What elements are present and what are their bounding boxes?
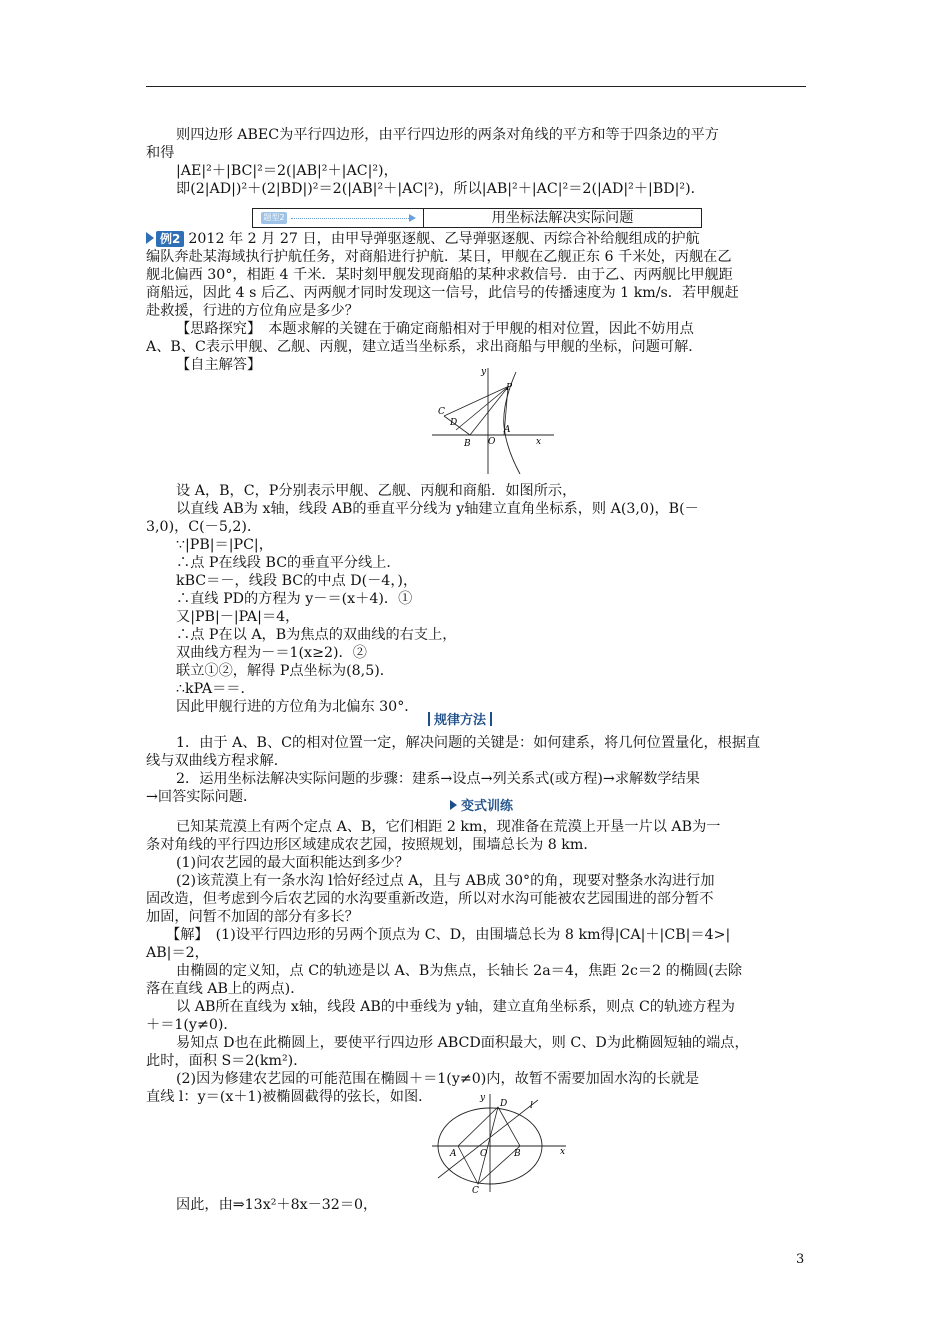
text-line: AB|＝2， (146, 945, 209, 961)
arrow-head-icon (409, 214, 416, 222)
label-P: P (506, 383, 513, 393)
text-line: 已知某荒漠上有两个定点 A、B，它们相距 2 km，现准备在荒漠上开垦一片以 AB为一 (176, 819, 721, 835)
label-y: y (480, 1093, 486, 1103)
triangle-icon (146, 232, 154, 244)
label-O: O (488, 437, 496, 447)
header-rule (146, 86, 806, 87)
example-text: 2012 年 2 月 27 日，由甲导弹驱逐舰、乙导弹驱逐舰、丙综合补给舰组成的护航 (188, 231, 700, 247)
text-line: 3,0)，C(－5,2)． (146, 519, 262, 535)
text-line: 因此，由⇒13x²＋8x－32＝0， (176, 1197, 378, 1213)
banner-bar-icon (428, 712, 430, 726)
text-line: ∴点 P在线段 BC的垂直平分线上． (176, 555, 401, 571)
method-banner-label: 规律方法 (434, 713, 487, 728)
text-line: 线与双曲线方程求解． (146, 753, 288, 769)
text-line: 【思路探究】 本题求解的关键在于确定商船相对于甲舰的相对位置，因此不妨用点 (176, 321, 694, 337)
text-line: 商船远，因此 4 s 后乙、丙两舰才同时发现这一信号，此信号的传播速度为 1 km/s．若甲舰赶 (146, 285, 739, 301)
text-line: ＋＝1(y≠0)． (146, 1017, 238, 1033)
text-line: (1)问农艺园的最大面积能达到多少？ (176, 855, 409, 871)
label-l: l (530, 1101, 533, 1111)
text-line: 【解】 (1)设平行四边形的另两个顶点为 C、D，由围墙总长为 8 km得|CA|＋|CB|＝4>| (166, 927, 731, 943)
text-line: 加固，问暂不加固的部分有多长？ (146, 909, 359, 925)
text-line: ∴直线 PD的方程为 y－＝(x＋4)．① (176, 591, 413, 607)
line-BP (470, 387, 508, 435)
label-B: B (464, 439, 471, 449)
example-first-line (146, 230, 700, 248)
hyperbola-figure (430, 364, 560, 476)
line-CP (444, 387, 507, 416)
example-badge: 例2 (156, 231, 184, 247)
practice-banner-label: 变式训练 (461, 799, 514, 814)
text-line: |AE|²＋|BC|²＝2(|AB|²＋|AC|²)， (176, 163, 398, 179)
page-number: 3 (796, 1252, 805, 1267)
section-tag-chip: 题型2 (261, 212, 287, 224)
line-l (438, 1100, 538, 1178)
text-line: 和得 (146, 145, 175, 161)
text-line: 联立①②，解得 P点坐标为(8,5)． (176, 663, 394, 679)
triangle-icon (450, 800, 457, 810)
text-line: 落在直线 AB上的两点)． (146, 981, 305, 997)
text-line: 此时，面积 S＝2(km²)． (146, 1053, 308, 1069)
label-y: y (481, 367, 487, 377)
label-C: C (438, 407, 445, 417)
text-line: 以直线 AB为 x轴，线段 AB的垂直平分线为 y轴建立直角坐标系，则 A(3,0)，B(－ (176, 501, 699, 517)
label-O: O (480, 1149, 488, 1159)
diagonal-CD (478, 1107, 498, 1184)
text-line: ∵|PB|＝|PC|， (176, 537, 273, 553)
text-line: A、B、C表示甲舰、乙舰、丙舰，建立适当坐标系，求出商船与甲舰的坐标，问题可解． (146, 339, 703, 355)
text-line: 因此甲舰行进的方位角为北偏东 30°． (176, 699, 419, 715)
text-line: 设 A，B，C，P分别表示甲舰、乙舰、丙舰和商船．如图所示， (176, 483, 577, 499)
practice-banner (450, 798, 513, 816)
text-line: 2．运用坐标法解决实际问题的步骤：建系→设点→列关系式(或方程)→求解数学结果 (176, 771, 700, 787)
text-line: 以 AB所在直线为 x轴，线段 AB的中垂线为 y轴，建立直角坐标系，则点 C的轨迹方程为 (176, 999, 735, 1015)
text-line: ∴kPA＝＝． (176, 681, 255, 697)
text-line: 赴救援，行进的方位角应是多少？ (146, 303, 359, 319)
banner-bar-icon (490, 712, 492, 726)
text-line: 双曲线方程为－＝1(x≥2)．② (176, 645, 367, 661)
text-line: kBC＝－，线段 BC的中点 D(－4，)， (176, 573, 418, 589)
label-D: D (500, 1099, 508, 1109)
text-line: 条对角线的平行四边形区域建成农艺园，按照规划，围墙总长为 8 km． (146, 837, 598, 853)
ellipse-figure (432, 1090, 572, 1194)
text-line: 【自主解答】 (176, 357, 262, 373)
text-line: 舰北偏西 30°，相距 4 千米．某时刻甲舰发现商船的某种求救信号．由于乙、丙两舰比甲舰距 (146, 267, 733, 283)
label-x: x (536, 437, 542, 447)
section-heading-box (252, 208, 702, 228)
text-line: (2)因为修建农艺园的可能范围在椭圆＋＝1(y≠0)内，故暂不需要加固水沟的长就是 (176, 1071, 700, 1087)
text-line: 即(2|AD|)²＋(2|BD|)²＝2(|AB|²＋|AC|²)，所以|AB|²＋|AC|²＝2(|AD|²＋|BD|²)． (176, 181, 705, 197)
arrow-line-icon (291, 218, 411, 220)
text-line: 直线 l：y＝(x＋1)被椭圆截得的弦长，如图． (146, 1089, 433, 1105)
label-D: D (450, 418, 458, 428)
text-line: 又|PB|－|PA|＝4， (176, 609, 300, 625)
method-banner (424, 712, 496, 730)
label-A: A (450, 1149, 457, 1159)
text-line: 1．由于 A、B、C的相对位置一定，解决问题的关键是：如何建系，将几何位置量化，根据直 (176, 735, 761, 751)
label-C: C (472, 1186, 479, 1194)
parallelogram (458, 1107, 520, 1184)
label-B: B (514, 1149, 521, 1159)
text-line: →回答实际问题． (146, 789, 258, 805)
line-DP (456, 386, 509, 430)
text-line: 编队奔赴某海域执行护航任务，对商船进行护航．某日，甲舰在乙舰正东 6 千米处，丙舰在乙 (146, 249, 732, 265)
text-line: 则四边形 ABEC为平行四边形，由平行四边形的两条对角线的平方和等于四条边的平方 (176, 127, 719, 143)
label-x: x (560, 1147, 566, 1157)
text-line: 由椭圆的定义知，点 C的轨迹是以 A、B为焦点，长轴长 2a＝4，焦距 2c＝2 的椭圆(去除 (176, 963, 743, 979)
label-A: A (504, 425, 511, 435)
text-line: 固改造，但考虑到今后农艺园的水沟要重新改造，所以对水沟可能被农艺园围进的部分暂不 (146, 891, 714, 907)
section-title: 用坐标法解决实际问题 (491, 210, 634, 226)
text-line: ∴点 P在以 A，B为焦点的双曲线的右支上， (176, 627, 457, 643)
text-line: (2)该荒漠上有一条水沟 l恰好经过点 A，且与 AB成 30°的角，现要对整条水沟进行加 (176, 873, 715, 889)
section-tag (253, 209, 424, 227)
text-line: 易知点 D也在此椭圆上，要使平行四边形 ABCD面积最大，则 C、D为此椭圆短轴的端点， (176, 1035, 749, 1051)
